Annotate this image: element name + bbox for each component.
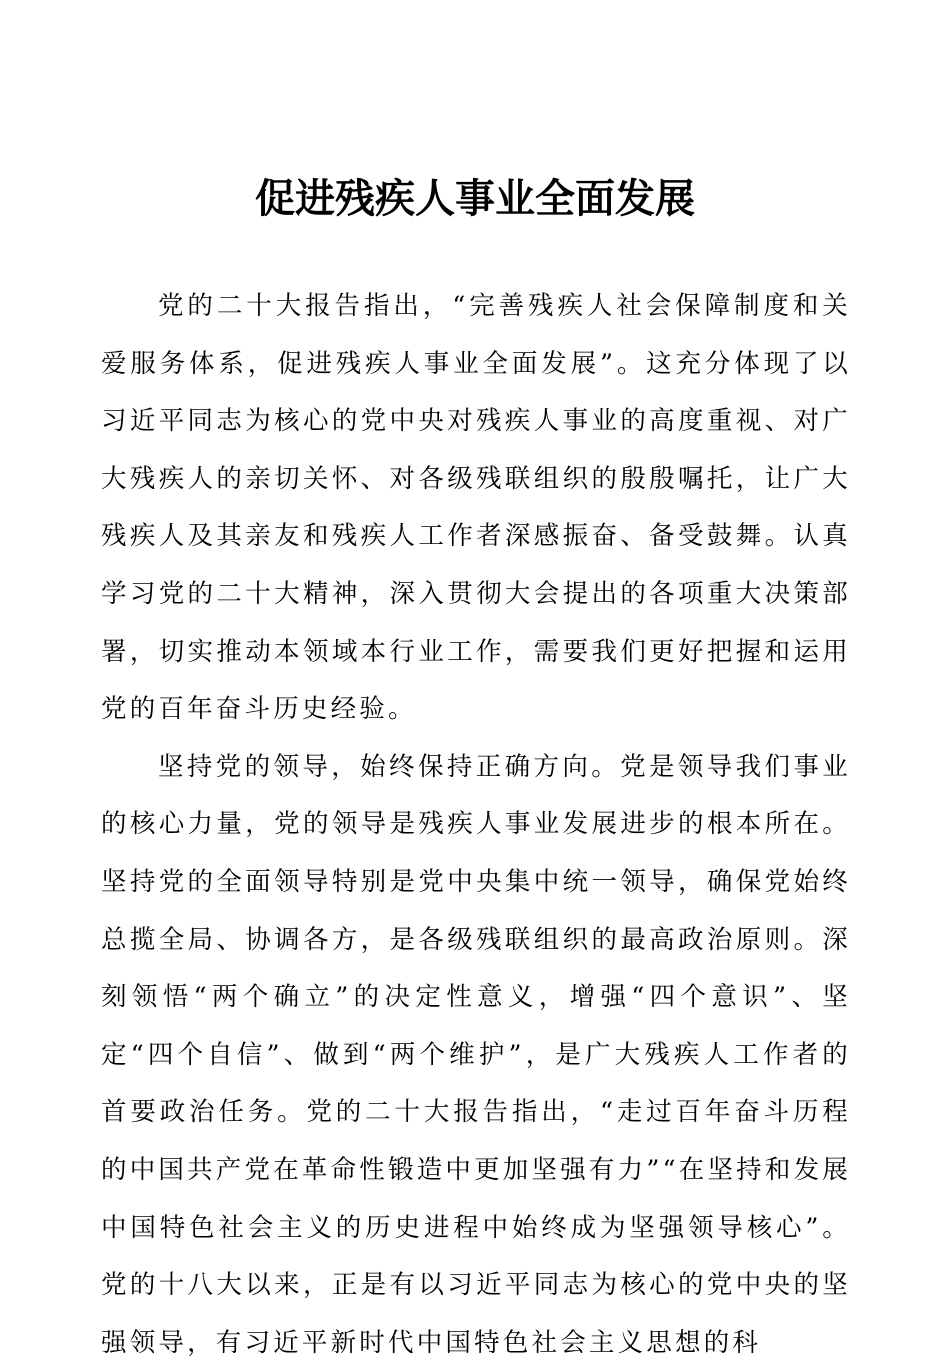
paragraph-1: 党的二十大报告指出，“完善残疾人社会保障制度和关爱服务体系，促进残疾人事业全面发展”。这充分体现了以习近平同志为核心的党中央对残疾人事业的高度重视、对广大残疾人的亲切关怀、对各级残联组织的殷殷嘱托，让广大残疾人及其亲友和残疾人工作者深感振奋、备受鼓舞。认真学习党的二十大精神，深入贯彻大会提出的各项重大决策部署，切实推动本领域本行业工作，需要我们更好把握和运用党的百年奋斗历史经验。 — [101, 291, 851, 725]
paragraph-2: 坚持党的领导，始终保持正确方向。党是领导我们事业的核心力量，党的领导是残疾人事业发展进步的根本所在。坚持党的全面领导特别是党中央集中统一领导，确保党始终总揽全局、协调各方，是各级残联组织的最高政治原则。深刻领悟“两个确立”的决定性意义，增强“四个意识”、坚定“四个自信”、做到“两个维护”，是广大残疾人工作者的首要政治任务。党的二十大报告指出，“走过百年奋斗历程的中国共产党在革命性锻造中更加坚强有力”“在坚持和发展中国特色社会主义的历史进程中始终成为坚强领导核心”。党的十八大以来，正是有以习近平同志为核心的党中央的坚强领导，有习近平新时代中国特色社会主义思想的科 — [101, 751, 851, 1358]
document-body — [101, 278, 851, 1372]
document-title: 促进残疾人事业全面发展 — [255, 175, 695, 222]
